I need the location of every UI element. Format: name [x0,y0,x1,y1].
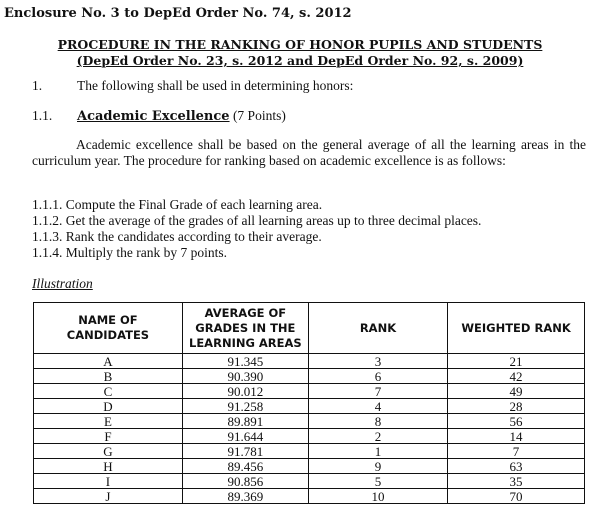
table-row [34,414,585,429]
table-row [34,459,585,474]
weighted-rank-cell: 70 [448,489,585,504]
rank-cell: 1 [308,444,447,459]
step-item: 1.1.3. Rank the candidates according to their average. [32,229,322,244]
average-grade-cell: 90.012 [182,384,308,399]
candidate-name-cell: H [34,459,183,474]
rank-cell: 7 [308,384,447,399]
section-1-text: The following shall be used in determining honors: [77,78,354,93]
table-header-row [34,303,585,354]
rank-cell: 5 [308,474,447,489]
rank-cell: 3 [308,354,447,369]
candidate-name-cell: G [34,444,183,459]
candidate-name-cell: I [34,474,183,489]
table-row [34,429,585,444]
table-row [34,384,585,399]
header-name-of-candidates: NAME OF CANDIDATES [34,303,183,354]
weighted-rank-cell: 14 [448,429,585,444]
paragraph-text: Academic excellence shall be based on the general average of all the learning areas in the curriculum year. The procedure for ranking based on academic excellence is as follows: [32,137,586,168]
candidate-name-cell: D [34,399,183,414]
document-title: PROCEDURE IN THE RANKING OF HONOR PUPILS AND STUDENTS [57,37,543,52]
average-grade-cell: 89.891 [182,414,308,429]
header-average-of-grades: AVERAGE OF GRADES IN THE LEARNING AREAS [182,303,308,354]
average-grade-cell: 91.781 [182,444,308,459]
candidate-name-cell: E [34,414,183,429]
table-row [34,444,585,459]
step-item: 1.1.4. Multiply the rank by 7 points. [32,245,227,260]
table-row [34,354,585,369]
rank-cell: 8 [308,414,447,429]
candidate-name-cell: F [34,429,183,444]
weighted-rank-cell: 56 [448,414,585,429]
average-grade-cell: 89.369 [182,489,308,504]
rank-cell: 4 [308,399,447,414]
weighted-rank-cell: 28 [448,399,585,414]
document-subtitle: (DepEd Order No. 23, s. 2012 and DepEd Order No. 92, s. 2009) [76,53,524,68]
academic-excellence-paragraph [32,137,586,169]
rank-cell: 6 [308,369,447,384]
average-grade-cell: 91.644 [182,429,308,444]
rank-cell: 2 [308,429,447,444]
average-grade-cell: 91.258 [182,399,308,414]
candidate-name-cell: B [34,369,183,384]
header-rank: RANK [308,303,447,354]
table-row [34,369,585,384]
average-grade-cell: 89.456 [182,459,308,474]
ranking-table [33,302,585,504]
rank-cell: 9 [308,459,447,474]
average-grade-cell: 90.856 [182,474,308,489]
header-weighted-rank: WEIGHTED RANK [448,303,585,354]
weighted-rank-cell: 42 [448,369,585,384]
section-1-1-heading: Academic Excellence [77,109,230,124]
weighted-rank-cell: 63 [448,459,585,474]
weighted-rank-cell: 35 [448,474,585,489]
table-row [34,489,585,504]
rank-cell: 10 [308,489,447,504]
table-row [34,399,585,414]
candidate-name-cell: A [34,354,183,369]
table-row [34,474,585,489]
section-1-number: 1. [32,78,43,93]
candidate-name-cell: C [34,384,183,399]
illustration-label: Illustration [32,276,93,291]
step-item: 1.1.2. Get the average of the grades of all learning areas up to three decimal places. [32,213,482,228]
average-grade-cell: 90.390 [182,369,308,384]
weighted-rank-cell: 7 [448,444,585,459]
step-item: 1.1.1. Compute the Final Grade of each learning area. [32,197,323,212]
procedure-steps [32,197,481,261]
enclosure-header: Enclosure No. 3 to DepEd Order No. 74, s. 2012 [4,6,352,21]
section-1-1-points: (7 Points) [229,108,286,123]
candidate-name-cell: J [34,489,183,504]
section-1-1-heading-line [77,108,286,124]
section-1-1-number: 1.1. [32,108,53,123]
weighted-rank-cell: 21 [448,354,585,369]
weighted-rank-cell: 49 [448,384,585,399]
average-grade-cell: 91.345 [182,354,308,369]
